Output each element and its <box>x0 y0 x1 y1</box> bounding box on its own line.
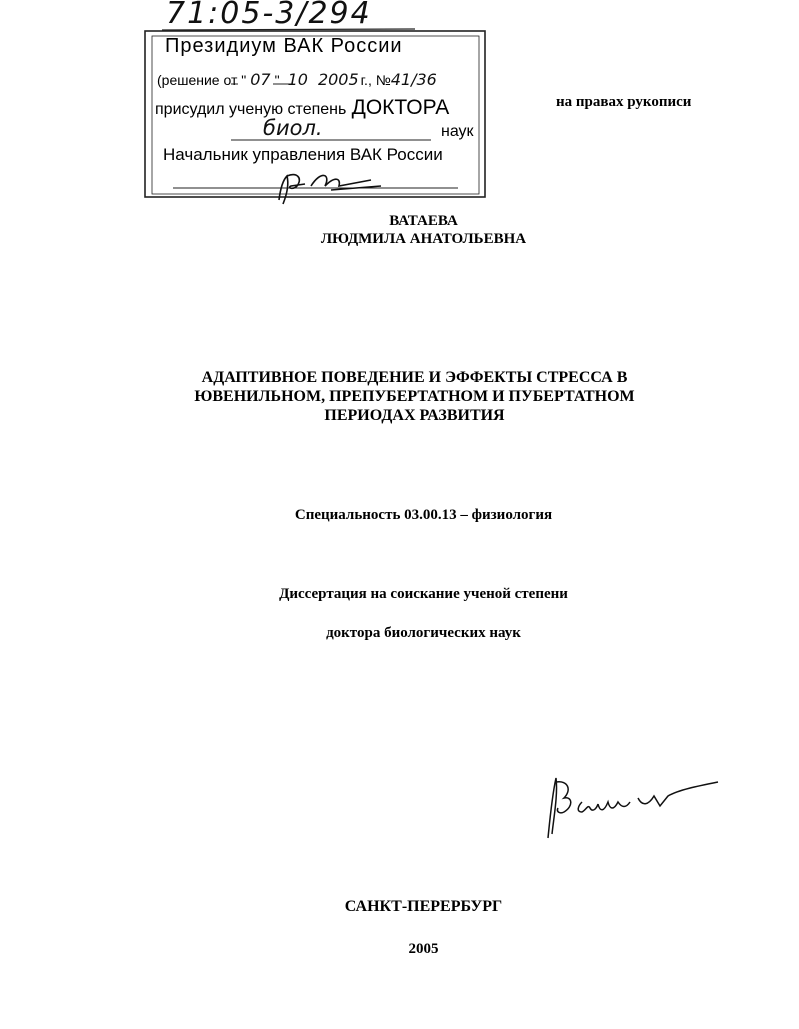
dissertation-degree-line-1: Диссертация на соискание ученой степени <box>279 586 568 602</box>
awarded-prefix: присудил ученую степень <box>155 101 347 118</box>
archive-code: 71:05-3/294 <box>166 0 372 31</box>
field-handwritten: биол. <box>263 116 323 140</box>
city: САНКТ-ПЕРЕРБУРГ <box>344 898 503 915</box>
stamp-signature <box>271 164 391 212</box>
decision-mid: " <box>274 72 280 88</box>
decision-year: 2005 <box>317 70 359 89</box>
decision-day: 07 <box>250 70 271 89</box>
decision-number-label: г., № <box>360 72 391 88</box>
decision-prefix: (решение от " <box>157 72 247 88</box>
author-name: ЛЮДМИЛА АНАТОЛЬЕВНА <box>320 231 527 247</box>
year: 2005 <box>408 941 439 957</box>
stamp-line-decision <box>157 70 437 89</box>
decision-number: 41/36 <box>390 70 437 89</box>
title-line-1: АДАПТИВНОЕ ПОВЕДЕНИЕ И ЭФФЕКТЫ СТРЕССА В <box>201 369 628 386</box>
author-signature <box>538 772 728 844</box>
author-surname: ВАТАЕВА <box>389 213 458 229</box>
stamp-line-chief: Начальник управления ВАК России <box>163 145 443 164</box>
specialty: Специальность 03.00.13 – физиология <box>294 507 553 523</box>
dissertation-title <box>0 368 799 425</box>
dissertation-degree-line-2: доктора биологических наук <box>326 625 521 641</box>
stamp-line-field <box>155 116 483 144</box>
manuscript-note: на правах рукописи <box>556 94 692 110</box>
title-line-3: ПЕРИОДАХ РАЗВИТИЯ <box>324 407 505 424</box>
stamp-line-presidium: Президиум ВАК России <box>165 35 403 57</box>
awarded-degree: ДОКТОРА <box>351 96 450 119</box>
decision-month: 10 <box>287 70 308 89</box>
vak-stamp <box>143 28 488 201</box>
field-suffix: наук <box>441 123 474 140</box>
title-line-2: ЮВЕНИЛЬНОМ, ПРЕПУБЕРТАТНОМ И ПУБЕРТАТНОМ <box>194 388 635 405</box>
